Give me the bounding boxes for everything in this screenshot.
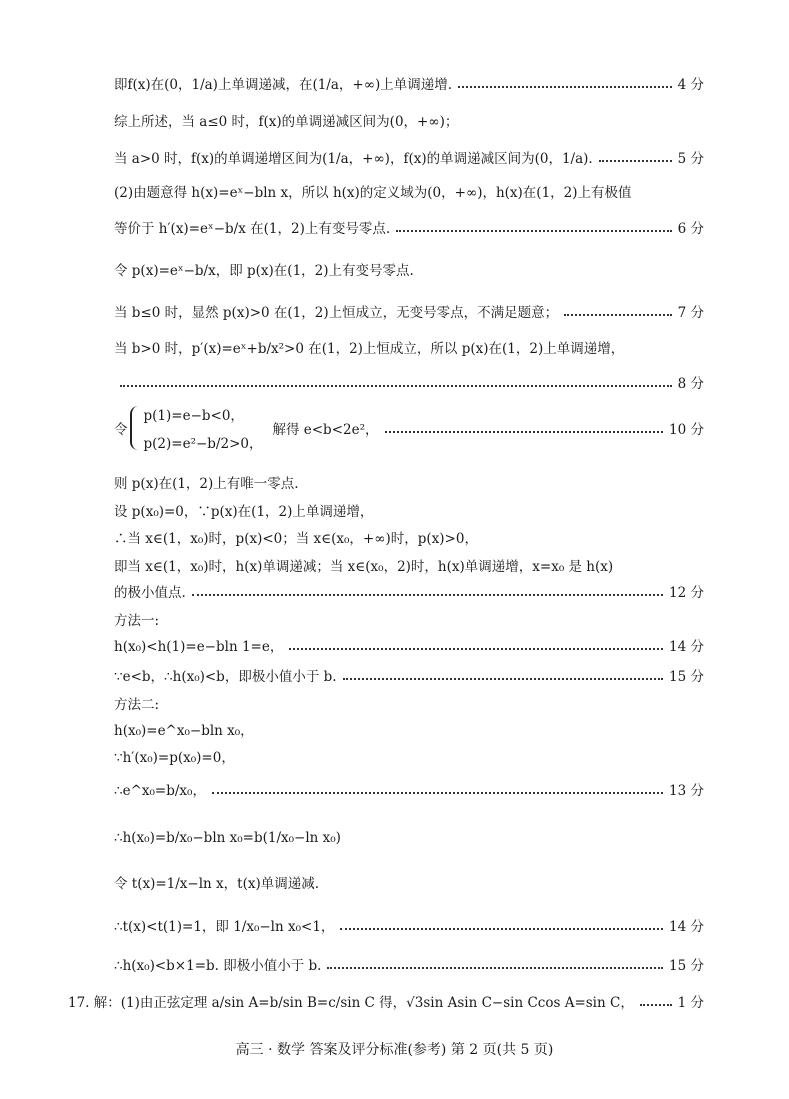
dot-leader bbox=[385, 430, 664, 433]
solution-line bbox=[114, 869, 704, 895]
line-text: 当 a>0 时，f(x)的单调递增区间为(1/a，+∞)，f(x)的单调递减区间为(0，1/a). bbox=[114, 151, 593, 167]
score-mark: 8 分 bbox=[677, 376, 704, 392]
solution-line bbox=[114, 524, 704, 550]
line-text: 即当 x∈(1，x₀)时，h(x)单调递减；当 x∈(x₀，2)时，h(x)单调递增，x=x₀ 是 h(x) bbox=[114, 559, 614, 575]
line-text: 当 b>0 时，p′(x)=eˣ+b/x²>0 在(1，2)上恒成立，所以 p(x)在(1，2)上单调递增， bbox=[114, 341, 625, 357]
score-mark: 14 分 bbox=[669, 639, 704, 655]
solution-line bbox=[114, 632, 704, 658]
question-17-line bbox=[68, 988, 704, 1014]
solution-line bbox=[114, 606, 704, 632]
score-mark: 7 分 bbox=[677, 305, 704, 321]
line-text: ∵h′(x₀)=p(x₀)=0， bbox=[114, 750, 235, 766]
line-text: 方法一: bbox=[114, 613, 160, 629]
solution-line bbox=[114, 690, 704, 716]
line-text: ∴h(x₀)=b/x₀−bln x₀=b(1/x₀−ln x₀) bbox=[114, 830, 341, 846]
score-mark: 13 分 bbox=[669, 783, 704, 799]
line-text: 方法二: bbox=[114, 697, 160, 713]
score-mark: 15 分 bbox=[669, 958, 704, 974]
solution-line bbox=[114, 107, 704, 133]
solution-line bbox=[114, 776, 704, 802]
solution-line bbox=[114, 825, 704, 851]
score-mark: 14 分 bbox=[669, 919, 704, 935]
solution-line bbox=[114, 578, 704, 604]
line-text: 综上所述，当 a≤0 时，f(x)的单调递减区间为(0，+∞)； bbox=[114, 114, 459, 130]
line-text: ∴当 x∈(1，x₀)时，p(x)<0；当 x∈(x₀，+∞)时，p(x)>0， bbox=[114, 531, 478, 547]
score-mark: 4 分 bbox=[677, 77, 704, 93]
line-text: 即f(x)在(0，1/a)上单调递减，在(1/a，+∞)上单调递增. bbox=[114, 77, 453, 93]
score-mark: 5 分 bbox=[677, 151, 704, 167]
dot-leader bbox=[599, 159, 672, 162]
line-text: ∴h(x₀)<b×1=b. 即极小值小于 b. bbox=[114, 958, 322, 974]
solution-line bbox=[114, 144, 704, 170]
score-mark: 1 分 bbox=[677, 995, 704, 1011]
dot-leader bbox=[192, 593, 663, 596]
line-text: 当 b≤0 时，显然 p(x)>0 在(1，2)上恒成立，无变号零点，不满足题意； bbox=[114, 305, 559, 321]
dot-leader bbox=[396, 229, 671, 232]
dot-leader bbox=[640, 1003, 672, 1006]
line-text: 则 p(x)在(1，2)上有唯一零点. bbox=[114, 476, 299, 492]
dot-leader bbox=[340, 927, 663, 930]
left-brace bbox=[130, 406, 142, 450]
score-mark: 10 分 bbox=[669, 422, 704, 438]
system-solution: 解得 e<b<2e²， bbox=[272, 422, 379, 438]
line-text: h(x₀)<h(1)=e−bln 1=e， bbox=[114, 639, 284, 655]
line-text: h(x₀)=e^x₀−bln x₀， bbox=[114, 723, 254, 739]
solution-line bbox=[114, 178, 704, 204]
line-text: 令 t(x)=1/x−ln x，t(x)单调递减. bbox=[114, 876, 320, 892]
solution-line bbox=[114, 256, 704, 282]
solution-line bbox=[114, 369, 704, 395]
line-text: 的极小值点. bbox=[114, 585, 186, 601]
solution-line bbox=[114, 662, 704, 688]
dot-leader bbox=[458, 85, 672, 88]
solution-line bbox=[114, 951, 704, 977]
line-text: 等价于 h′(x)=eˣ−b/x 在(1，2)上有变号零点. bbox=[114, 221, 391, 237]
solution-line bbox=[114, 716, 704, 742]
dot-leader bbox=[212, 791, 663, 794]
page-footer: 高三 · 数学 答案及评分标准(参考) 第 2 页(共 5 页) bbox=[235, 1042, 554, 1058]
line-text: 设 p(x₀)=0，∵p(x)在(1，2)上单调递增， bbox=[114, 504, 374, 520]
solution-line bbox=[114, 497, 704, 523]
dot-leader bbox=[327, 966, 663, 969]
dot-leader bbox=[289, 647, 663, 650]
score-mark: 6 分 bbox=[677, 221, 704, 237]
system-equation-1: p(1)=e−b<0， bbox=[143, 408, 244, 424]
line-text: ∴t(x)<t(1)=1，即 1/x₀−ln x₀<1， bbox=[114, 919, 335, 935]
line-text: ∴e^x₀=b/x₀， bbox=[114, 783, 206, 799]
solution-line bbox=[114, 469, 704, 495]
solution-line bbox=[114, 70, 704, 96]
line-text: 令 p(x)=eˣ−b/x，即 p(x)在(1，2)上有变号零点. bbox=[114, 263, 414, 279]
solution-line bbox=[114, 214, 704, 240]
system-equation-2: p(2)=e²−b/2>0， bbox=[143, 436, 263, 452]
equation-system bbox=[114, 402, 704, 454]
line-text: (2)由题意得 h(x)=eˣ−bln x，所以 h(x)的定义域为(0，+∞)，h(x)在(1，2)上有极值 bbox=[114, 185, 632, 201]
system-equations bbox=[144, 404, 263, 452]
score-mark: 15 分 bbox=[669, 669, 704, 685]
solution-line bbox=[114, 552, 704, 578]
solution-line bbox=[114, 912, 704, 938]
solution-line bbox=[114, 334, 704, 360]
dot-leader bbox=[564, 313, 672, 316]
line-text: 17. 解：(1)由正弦定理 a/sin A=b/sin B=c/sin C 得，√3sin Asin C−sin Ccos A=sin C， bbox=[68, 995, 634, 1011]
solution-line bbox=[114, 743, 704, 769]
dot-leader bbox=[343, 677, 663, 680]
line-text: ∵e<b，∴h(x₀)<b，即极小值小于 b. bbox=[114, 669, 337, 685]
score-mark: 12 分 bbox=[669, 585, 704, 601]
solution-line bbox=[114, 298, 704, 324]
dot-leader bbox=[120, 384, 672, 387]
system-lead: 令 bbox=[114, 422, 128, 438]
